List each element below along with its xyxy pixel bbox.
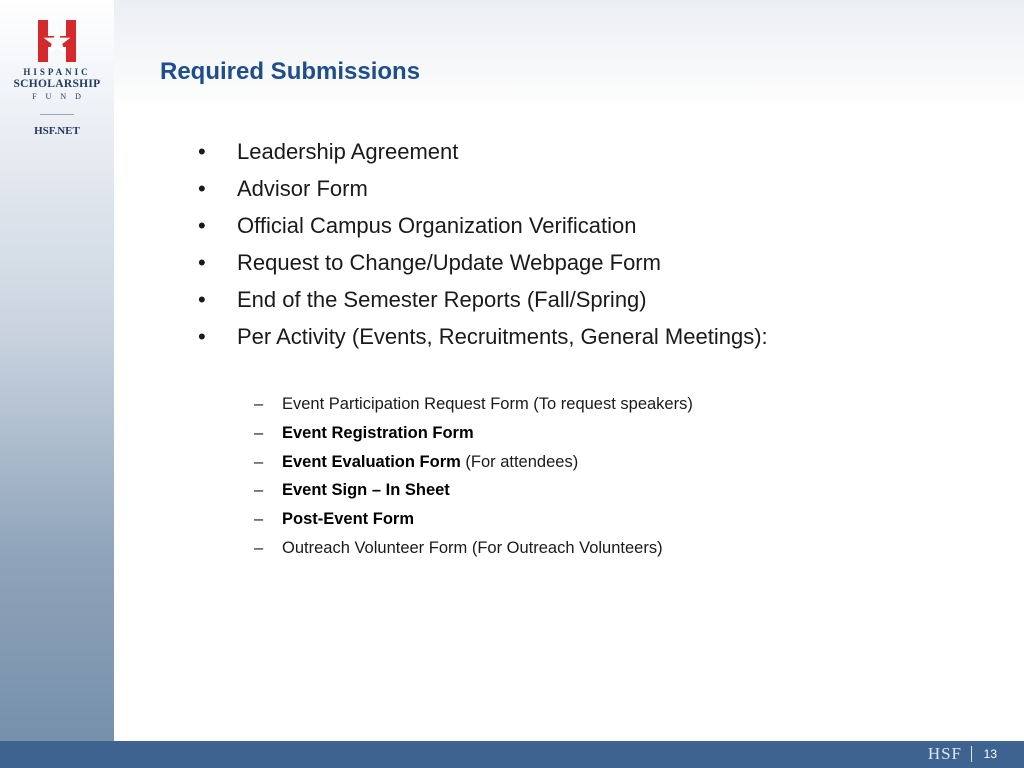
bullet-icon: • [198,287,206,312]
slide-title: Required Submissions [160,58,421,85]
dash-icon: – [254,395,264,413]
sub-item-text: Event Participation Request Form (To request speakers) [282,395,693,413]
sub-item-bold: Event Sign – In Sheet [282,481,450,500]
sub-item [254,451,693,480]
logo-line-scholarship: SCHOLARSHIP [13,78,101,90]
logo-line-hispanic: HISPANIC [23,67,91,77]
bullet-item [198,249,768,286]
sub-item-text: (For attendees) [460,452,579,471]
dash-icon: – [254,452,264,471]
dash-icon: – [254,538,264,557]
dash-icon: – [254,481,264,500]
bullet-item [198,323,768,360]
logo-divider [40,114,74,115]
bullet-item [198,212,768,249]
hsf-h-star-logo-icon [35,18,79,64]
sub-item-bold: Event Registration Form [282,423,474,442]
bullet-text: Advisor Form [237,176,368,201]
logo-line-fund: FUND [32,92,90,101]
sub-item [254,422,693,451]
dash-icon: – [254,423,264,442]
sub-item [254,479,693,508]
bullet-item [198,138,768,175]
bullet-list [198,138,768,360]
sub-item [254,508,693,537]
bullet-text: Official Campus Organization Verification [237,213,637,238]
bullet-item [198,175,768,212]
footer-divider [971,746,972,762]
bullet-icon: • [198,213,206,238]
bullet-icon: • [198,250,206,275]
hsf-logo [0,18,114,137]
sub-item-text: Outreach Volunteer Form (For Outreach Volunteers) [282,538,663,557]
bullet-text: Per Activity (Events, Recruitments, General Meetings): [237,324,768,349]
sub-item-list [254,393,693,566]
sidebar [0,0,114,741]
bullet-icon: • [198,324,206,349]
bullet-text: Leadership Agreement [237,139,459,164]
sub-item-bold: Event Evaluation Form [282,452,461,471]
sub-item [254,393,693,422]
bullet-text: End of the Semester Reports (Fall/Spring) [237,287,647,312]
bullet-icon: • [198,139,206,164]
bullet-text: Request to Change/Update Webpage Form [237,250,661,275]
sub-item-bold: Post-Event Form [282,510,415,529]
sub-item [254,537,693,566]
bullet-icon: • [198,176,206,201]
bullet-item [198,286,768,323]
page-number: 13 [983,747,997,761]
footer-bar [0,741,1024,768]
dash-icon: – [254,510,264,529]
footer-logo: HSF [927,744,962,763]
header-band [114,0,1024,110]
logo-url: HSF.NET [34,125,80,137]
